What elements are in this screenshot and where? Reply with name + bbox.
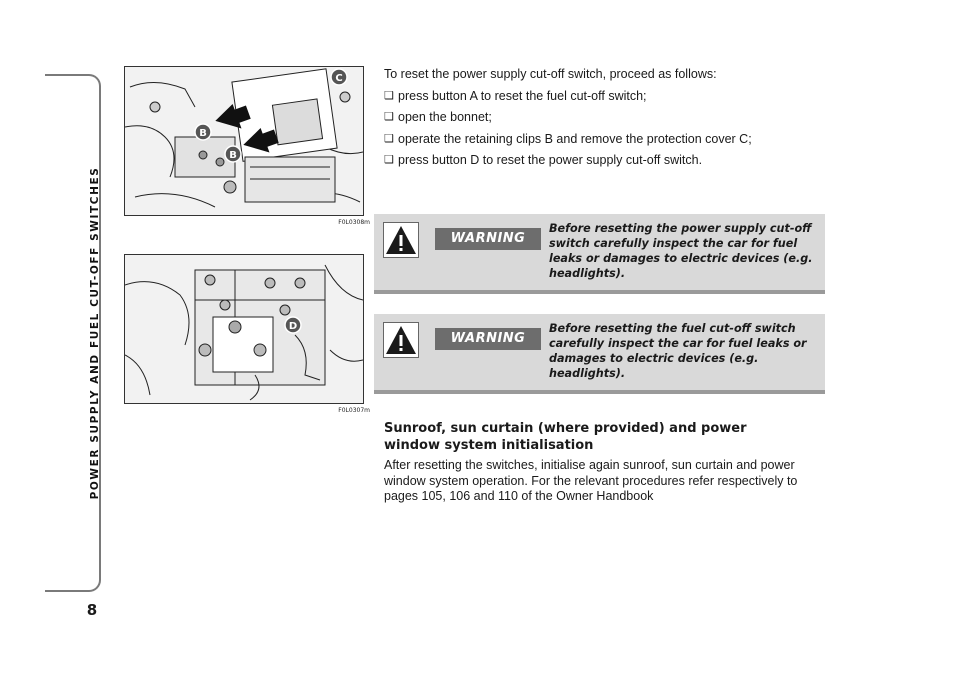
svg-text:B: B — [199, 128, 207, 139]
step-item — [384, 88, 824, 105]
checkbox-bullet-icon: ❑ — [384, 111, 394, 123]
step-text: press button A to reset the fuel cut-off switch; — [398, 88, 647, 103]
warning-triangle-icon — [383, 222, 419, 258]
checkbox-bullet-icon: ❑ — [384, 89, 394, 102]
svg-text:C: C — [335, 73, 343, 84]
section-body: After resetting the switches, initialise again sunroof, sun curtain and power window system operation. For the relevant procedures refer respectively to pages 105, 106 and 110 of the Owner Handbook — [384, 458, 798, 503]
step-item — [384, 131, 824, 148]
svg-text:D: D — [288, 321, 298, 332]
side-title-text: POWER SUPPLY AND FUEL CUT-OFF SWITCHES — [89, 166, 101, 500]
figure-cutoff-switch-illustration — [125, 255, 364, 404]
page-number: 8 — [86, 601, 98, 619]
callout-b-1 — [195, 124, 211, 140]
warning-text: Before resetting the fuel cut-off switch carefully inspect the car for fuel leaks or damages to electric devices (e.g. headlights). — [549, 322, 807, 380]
warning-text: Before resetting the power supply cut-off switch carefully inspect the car for fuel leaks or damages to electric devices (e.g. headlights). — [549, 222, 813, 280]
figure-fuse-box-cover-illustration — [125, 67, 364, 216]
checkbox-bullet-icon: ❑ — [384, 154, 394, 166]
step-text: operate the retaining clips B and remove the protection cover C; — [398, 131, 752, 146]
callout-b-2 — [225, 146, 241, 162]
warning-label: WARNING — [435, 228, 541, 250]
warning-label: WARNING — [435, 328, 541, 350]
step-text: press button D to reset the power supply cut-off switch. — [398, 153, 703, 167]
instructions-intro: To reset the power supply cut-off switch, proceed as follows: — [384, 67, 717, 81]
initialisation-section — [384, 420, 804, 505]
warning-triangle-icon — [383, 322, 419, 358]
figure-cutoff-switch — [124, 254, 364, 404]
step-text: open the bonnet; — [398, 110, 492, 124]
figure-code: F0L0307m — [338, 407, 370, 414]
callout-d — [285, 317, 301, 333]
instructions — [384, 66, 824, 174]
checkbox-bullet-icon: ❑ — [384, 132, 394, 145]
svg-text:B: B — [229, 150, 237, 161]
step-item — [384, 109, 824, 126]
warning-box-power-supply — [374, 214, 825, 294]
section-heading: Sunroof, sun curtain (where provided) and power window system initialisation — [384, 421, 747, 453]
warning-box-fuel — [374, 314, 825, 394]
step-item — [384, 152, 824, 169]
figure-fuse-box-cover — [124, 66, 364, 216]
callout-c — [331, 69, 347, 85]
figure-code: F0L0308m — [338, 219, 370, 226]
